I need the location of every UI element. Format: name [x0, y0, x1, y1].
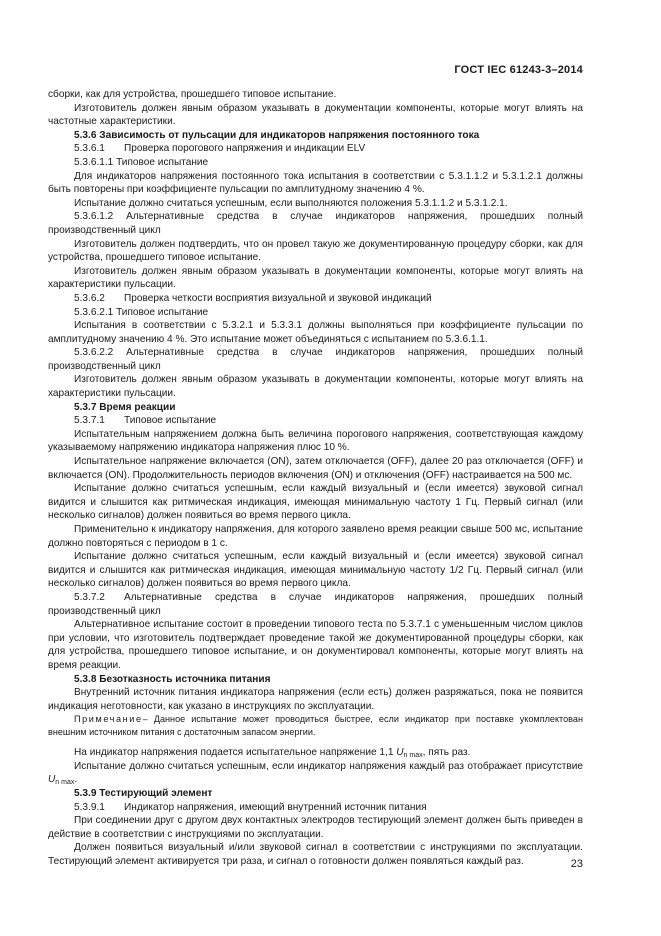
subsection-heading	[48, 591, 583, 618]
paragraph: Испытательным напряжением должна быть величина порогового напряжения, соответствующая каждому указываемому напряжению индикатора напряжения плюс 10 %.	[48, 428, 583, 454]
voltage-subscript: n max	[403, 752, 423, 760]
subsection-heading	[48, 801, 583, 815]
standard-header: ГОСТ IEC 61243-3–2014	[454, 64, 583, 76]
text-run: .	[74, 774, 78, 786]
subsection-heading	[48, 414, 583, 428]
paragraph: Изготовитель должен явным образом указывать в документации компоненты, которые могут влиять на характеристики пульсации.	[48, 265, 583, 291]
voltage-subscript: n max	[55, 779, 75, 787]
paragraph: Испытание должно считаться успешным, если выполняются положения 5.3.1.1.2 и 5.3.1.2.1.	[74, 197, 508, 209]
clause-number: 5.3.9.1	[74, 801, 105, 813]
clause-number: 5.3.7.2	[74, 591, 105, 603]
paragraph: Альтернативное испытание состоит в проведении типового теста по 5.3.7.1 с уменьшенным числом циклов при условии, что изготовитель подтверждает проведение такой же документированной процедуры сборки, как для устройства, прошедшего типовое испытание, и он документировал компоненты, которые могут влиять на время реакции.	[48, 619, 583, 671]
paragraph: 5.3.6.1.2 Альтернативные средства в случае индикаторов напряжения, прошедших полный производственный цикл	[48, 211, 583, 236]
text-run: Испытание должно считаться успешным, если индикатор напряжения каждый раз отображает присутствие	[74, 760, 583, 772]
clause-number: 5.3.6.2	[74, 292, 105, 304]
paragraph: Изготовитель должен подтвердить, что он провел такую же документированную процедуру сборки, как для устройства, прошедшего типовое испытание.	[48, 238, 583, 264]
paragraph	[48, 746, 583, 760]
section-heading-5-3-7: 5.3.7 Время реакции	[74, 401, 176, 413]
clause-title: Индикатор напряжения, имеющий внутренний источник питания	[124, 801, 427, 813]
note	[48, 713, 583, 738]
note-text: – Данное испытание может проводиться быстрее, если индикатор при поставке укомплектован внешним источником питания с достаточным запасом энергии.	[48, 714, 583, 737]
page-number: 23	[570, 858, 583, 870]
paragraph: Испытательное напряжение включается (ON), затем отключается (OFF), далее 20 раз отключается (OFF) и включается (ON). Продолжительность периодов включения (ON) и отключения (OFF) настраивается на 500 мс.	[48, 456, 583, 481]
clause-title: Проверка порогового напряжения и индикации ELV	[124, 143, 366, 155]
note-label: Примечание	[74, 714, 143, 725]
clause-number: 5.3.6.1	[74, 143, 105, 155]
paragraph: При соединении друг с другом двух контактных электродов тестирующий элемент должен быть приведен в действие в соответствии с инструкциями по эксплуатации.	[48, 815, 583, 840]
paragraph: Испытание должно считаться успешным, если каждый визуальный и (если имеется) звуковой сигнал видится и слышится как ритмическая индикация, имеющая минимальную частоту 1/2 Гц. Первый сигнал (или несколько сигналов) должен появиться во время первого цикла.	[48, 551, 583, 590]
paragraph: Должен появиться визуальный и/или звуковой сигнал в соответствии с инструкциями по эксплуатации. Тестирующий элемент активируется три раза, и сигнал о готовности должен появляться каждый раз.	[48, 842, 583, 867]
paragraph: Изготовитель должен явным образом указывать в документации компоненты, которые могут влиять на характеристики пульсации.	[48, 374, 583, 400]
paragraph: Для индикаторов напряжения постоянного тока испытания в соответствии с 5.3.1.1.2 и 5.3.1.2.1 должны быть повторены при коэффициенте пульсации по амплитудному значению 4 %.	[48, 170, 583, 196]
clause-title: Альтернативные средства в случае индикаторов напряжения, прошедших полный производственный цикл	[48, 591, 583, 617]
voltage-symbol: U	[48, 774, 56, 786]
paragraph: сборки, как для устройства, прошедшего типовое испытание.	[48, 89, 337, 100]
paragraph: Изготовитель должен явным образом указывать в документации компоненты, которые могут влиять на частотные характеристики.	[48, 102, 583, 128]
clause-title: Типовое испытание	[124, 415, 217, 427]
subsection-heading: 5.3.6.1.1 Типовое испытание	[74, 156, 209, 168]
paragraph	[48, 760, 583, 787]
spacer	[48, 738, 583, 746]
section-heading-5-3-6: 5.3.6 Зависимость от пульсации для индикаторов напряжения постоянного тока	[74, 129, 480, 141]
paragraph: Испытание должно считаться успешным, если каждый визуальный и (если имеется) звуковой сигнал видится и слышится как ритмическая индикация, имеющая минимальную частоту 1 Гц. Первый сигнал (или несколько сигналов) должен появиться во время первого цикла.	[48, 483, 583, 522]
paragraph: 5.3.6.2.2 Альтернативные средства в случае индикаторов напряжения, прошедших полный производственный цикл	[48, 347, 583, 372]
section-heading-5-3-8: 5.3.8 Безотказность источника питания	[74, 673, 271, 685]
text-run: , пять раз.	[422, 747, 471, 759]
text-run: На индикатор напряжения подается испытательное напряжение 1,1	[74, 747, 394, 759]
paragraph: Испытания в соответствии с 5.3.2.1 и 5.3.3.1 должны выполняться при коэффициенте пульсации по амплитудному значению 4 %. Это испытание может объединяться с испытанием по 5.3.6.1.1.	[48, 320, 583, 345]
subsection-heading	[48, 292, 583, 306]
subsection-heading	[48, 142, 583, 156]
document-body	[48, 88, 583, 868]
clause-number: 5.3.7.1	[74, 415, 105, 427]
section-heading-5-3-9: 5.3.9 Тестирующий элемент	[74, 787, 213, 799]
voltage-symbol: U	[396, 747, 404, 759]
paragraph: Внутренний источник питания индикатора напряжения (если есть) должен разряжаться, пока не появится индикация неготовности, как указано в инструкциях по эксплуатации.	[48, 687, 583, 712]
subsection-heading: 5.3.6.2.1 Типовое испытание	[74, 306, 209, 318]
clause-title: Проверка четкости восприятия визуальной и звуковой индикаций	[124, 292, 432, 304]
paragraph: Применительно к индикатору напряжения, для которого заявлено время реакции свыше 500 мс, испытание должно повторяться с периодом в 1 с.	[48, 524, 583, 549]
